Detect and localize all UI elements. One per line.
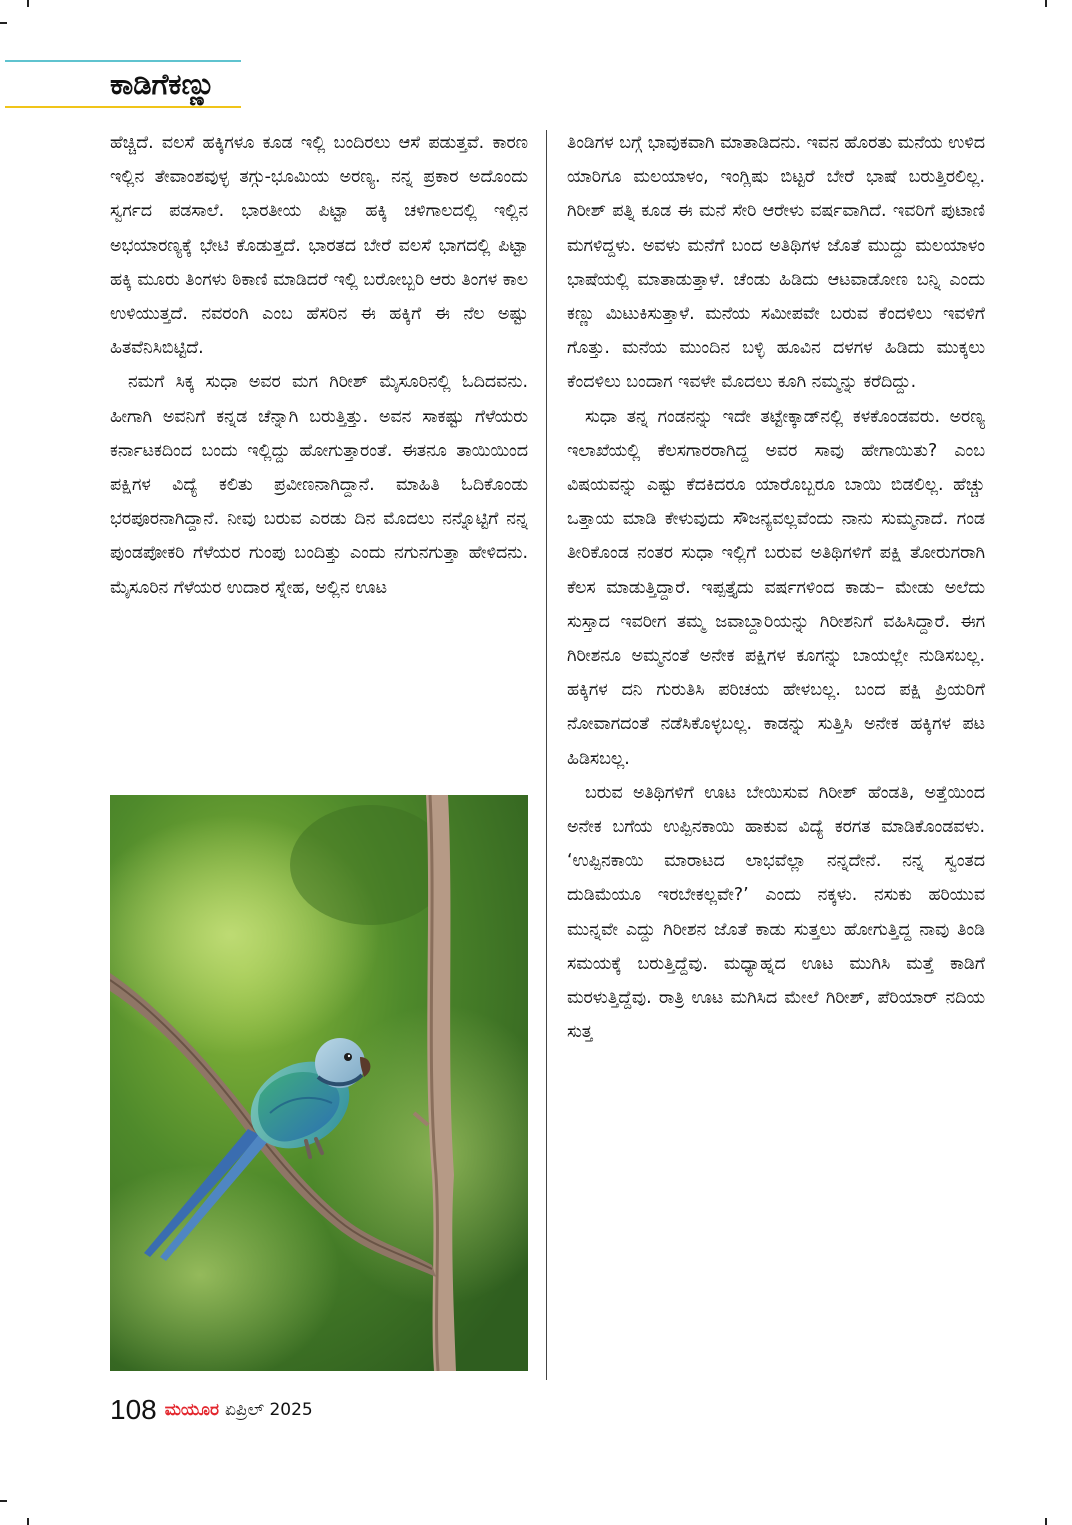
paragraph: ಹೆಚ್ಚಿದೆ. ವಲಸೆ ಹಕ್ಕಿಗಳೂ ಕೂಡ ಇಲ್ಲಿ ಬಂದಿರಲು ಆಸೆ ಪಡುತ್ತವೆ. ಕಾರಣ ಇಲ್ಲಿನ ತೇವಾಂಶವುಳ್ಳ ತಗ್ಗು-ಭೂಮಿಯ ಅರಣ್ಯ. ನನ್ನ ಪ್ರಕಾರ ಅದೊಂದು ಸ್ವರ್ಗದ ಪಡಸಾಲೆ. ಭಾರತೀಯ ಪಿಟ್ಟಾ ಹಕ್ಕಿ ಚಳಿಗಾಲದಲ್ಲಿ ಇಲ್ಲಿನ ಅಭಯಾರಣ್ಯಕ್ಕೆ ಭೇಟಿ ಕೊಡುತ್ತದೆ. ಭಾರತದ ಬೇರೆ ವಲಸೆ ಭಾಗದಲ್ಲಿ ಪಿಟ್ಟಾ ಹಕ್ಕಿ ಮೂರು ತಿಂಗಳು ಠಿಕಾಣಿ ಮಾಡಿದರೆ ಇಲ್ಲಿ ಬರೋಬ್ಬರಿ ಆರು ತಿಂಗಳ ಕಾಲ ಉಳಿಯುತ್ತದೆ. ನವರಂಗಿ ಎಂಬ ಹೆಸರಿನ ಈ ಹಕ್ಕಿಗೆ ಈ ನೆಲ ಅಷ್ಟು ಹಿತವೆನಿಸಿಬಿಟ್ಟಿದೆ. xyxy=(110,133,528,359)
crop-mark xyxy=(1045,1518,1047,1525)
crop-mark xyxy=(27,0,29,7)
crop-mark xyxy=(0,1500,7,1502)
issue-date: ಏಪ್ರಿಲ್ 2025 xyxy=(224,1400,313,1420)
page-number: 108 xyxy=(110,1394,157,1425)
column-divider xyxy=(546,130,547,1380)
right-column xyxy=(567,126,985,1049)
paragraph: ನಮಗೆ ಸಿಕ್ಕ ಸುಧಾ ಅವರ ಮಗ ಗಿರೀಶ್ ಮೈಸೂರಿನಲ್ಲಿ ಓದಿದವನು. ಹೀಗಾಗಿ ಅವನಿಗೆ ಕನ್ನಡ ಚೆನ್ನಾಗಿ ಬರುತ್ತಿತ್ತು. ಅವನ ಸಾಕಷ್ಟು ಗೆಳೆಯರು ಕರ್ನಾಟಕದಿಂದ ಬಂದು ಇಲ್ಲಿದ್ದು ಹೋಗುತ್ತಾರಂತೆ. ಈತನೂ ತಾಯಿಯಿಂದ ಪಕ್ಷಿಗಳ ವಿದ್ಯೆ ಕಲಿತು ಪ್ರವೀಣನಾಗಿದ್ದಾನೆ. ಮಾಹಿತಿ ಓದಿಕೊಂಡು ಭರಪೂರನಾಗಿದ್ದಾನೆ. ನೀವು ಬರುವ ಎರಡು ದಿನ ಮೊದಲು ನನ್ನೊಟ್ಟಿಗೆ ನನ್ನ ಪುಂಡಪೋಕರಿ ಗೆಳೆಯರ ಗುಂಪು ಬಂದಿತ್ತು ಎಂದು ನಗುನಗುತ್ತಾ ಹೇಳಿದನು. ಮೈಸೂರಿನ ಗೆಳೆಯರ ಉದಾರ ಸ್ನೇಹ, ಅಲ್ಲಿನ ಊಟ xyxy=(110,372,528,598)
paragraph: ಬರುವ ಅತಿಥಿಗಳಿಗೆ ಊಟ ಬೇಯಿಸುವ ಗಿರೀಶ್ ಹೆಂಡತಿ, ಅತ್ತೆಯಿಂದ ಅನೇಕ ಬಗೆಯ ಉಪ್ಪಿನಕಾಯಿ ಹಾಕುವ ವಿದ್ಯೆ ಕರಗತ ಮಾಡಿಕೊಂಡವಳು. ‘ಉಪ್ಪಿನಕಾಯಿ ಮಾರಾಟದ ಲಾಭವೆಲ್ಲಾ ನನ್ನದೇನೆ. ನನ್ನ ಸ್ವಂತದ ದುಡಿಮೆಯೂ ಇರಬೇಕಲ್ಲವೇ?’ ಎಂದು ನಕ್ಕಳು. ನಸುಕು ಹರಿಯುವ ಮುನ್ನವೇ ಎದ್ದು ಗಿರೀಶನ ಜೊತೆ ಕಾಡು ಸುತ್ತಲು ಹೋಗುತ್ತಿದ್ದ ನಾವು ತಿಂಡಿ ಸಮಯಕ್ಕೆ ಬರುತ್ತಿದ್ದೆವು. ಮಧ್ಯಾಹ್ನದ ಊಟ ಮುಗಿಸಿ ಮತ್ತೆ ಕಾಡಿಗೆ ಮರಳುತ್ತಿದ್ದೆವು. ರಾತ್ರಿ ಊಟ ಮಗಿಸಿದ ಮೇಲೆ ಗಿರೀಶ್, ಪೆರಿಯಾರ್ ನದಿಯ ಸುತ್ತ xyxy=(567,782,985,1043)
header-rule-top xyxy=(5,60,241,62)
crop-mark xyxy=(0,22,7,24)
paragraph: ಸುಧಾ ತನ್ನ ಗಂಡನನ್ನು ಇದೇ ತಟ್ಟೇಕ್ಕಾಡ್‌ನಲ್ಲಿ ಕಳಕೊಂಡವರು. ಅರಣ್ಯ ಇಲಾಖೆಯಲ್ಲಿ ಕೆಲಸಗಾರರಾಗಿದ್ದ ಅವರ ಸಾವು ಹೇಗಾಯಿತು? ಎಂಬ ವಿಷಯವನ್ನು ಎಷ್ಟು ಕೆದಕಿದರೂ ಯಾರೊಬ್ಬರೂ ಬಾಯಿ ಬಿಡಲಿಲ್ಲ. ಹೆಚ್ಚು ಒತ್ತಾಯ ಮಾಡಿ ಕೇಳುವುದು ಸೌಜನ್ಯವಲ್ಲವೆಂದು ನಾನು ಸುಮ್ಮನಾದೆ. ಗಂಡ ತೀರಿಕೊಂಡ ನಂತರ ಸುಧಾ ಇಲ್ಲಿಗೆ ಬರುವ ಅತಿಥಿಗಳಿಗೆ ಪಕ್ಷಿ ತೋರುಗರಾಗಿ ಕೆಲಸ ಮಾಡುತ್ತಿದ್ದಾರೆ. ಇಪ್ಪತ್ತೈದು ವರ್ಷಗಳಿಂದ ಕಾಡು– ಮೇಡು ಅಲೆದು ಸುಸ್ತಾದ ಇವರೀಗ ತಮ್ಮ ಜವಾಬ್ದಾರಿಯನ್ನು ಗಿರೀಶನಿಗೆ ವಹಿಸಿದ್ದಾರೆ. ಈಗ ಗಿರೀಶನೂ ಅಮ್ಮನಂತೆ ಅನೇಕ ಪಕ್ಷಿಗಳ ಕೂಗನ್ನು ಬಾಯಲ್ಲೇ ನುಡಿಸಬಲ್ಲ. ಹಕ್ಕಿಗಳ ದನಿ ಗುರುತಿಸಿ ಪರಿಚಯ ಹೇಳಬಲ್ಲ. ಬಂದ ಪಕ್ಷಿ ಪ್ರಿಯರಿಗೆ ನೋವಾಗದಂತೆ ನಡೆಸಿಕೊಳ್ಳಬಲ್ಲ. ಕಾಡನ್ನು ಸುತ್ತಿಸಿ ಅನೇಕ ಹಕ್ಕಿಗಳ ಪಟ ಹಿಡಿಸಬಲ್ಲ. xyxy=(567,406,985,769)
left-column xyxy=(110,126,528,605)
crop-mark xyxy=(1045,0,1047,7)
paragraph: ತಿಂಡಿಗಳ ಬಗ್ಗೆ ಭಾವುಕವಾಗಿ ಮಾತಾಡಿದನು. ಇವನ ಹೊರತು ಮನೆಯ ಉಳಿದ ಯಾರಿಗೂ ಮಲಯಾಳಂ, ಇಂಗ್ಲಿಷು ಬಿಟ್ಟರೆ ಬೇರೆ ಭಾಷೆ ಬರುತ್ತಿರಲಿಲ್ಲ. ಗಿರೀಶ್ ಪತ್ನಿ ಕೂಡ ಈ ಮನೆ ಸೇರಿ ಆರೇಳು ವರ್ಷವಾಗಿದೆ. ಇವರಿಗೆ ಪುಟಾಣಿ ಮಗಳಿದ್ದಳು. ಅವಳು ಮನೆಗೆ ಬಂದ ಅತಿಥಿಗಳ ಜೊತೆ ಮುದ್ದು ಮಲಯಾಳಂ ಭಾಷೆಯಲ್ಲಿ ಮಾತಾಡುತ್ತಾಳೆ. ಚೆಂಡು ಹಿಡಿದು ಆಟವಾಡೋಣ ಬನ್ನಿ ಎಂದು ಕಣ್ಣು ಮಿಟುಕಿಸುತ್ತಾಳೆ. ಮನೆಯ ಸಮೀಪವೇ ಬರುವ ಕೆಂದಳಿಲು ಇವಳಿಗೆ ಗೊತ್ತು. ಮನೆಯ ಮುಂದಿನ ಬಳ್ಳಿ ಹೂವಿನ ದಳಗಳ ಹಿಡಿದು ಮುಕ್ಕಲು ಕೆಂದಳಿಲು ಬಂದಾಗ ಇವಳೇ ಮೊದಲು ಕೂಗಿ ನಮ್ಮನ್ನು ಕರೆದಿದ್ದು. xyxy=(567,133,985,393)
header-rule-bottom xyxy=(5,106,241,108)
page-footer xyxy=(110,1392,313,1428)
parakeet-photo xyxy=(110,795,528,1371)
section-title: ಕಾಡಿಗೆಕಣ್ಣು xyxy=(110,67,216,101)
magazine-logo: ಮಯೂರ xyxy=(164,1400,219,1420)
crop-mark xyxy=(27,1518,29,1525)
